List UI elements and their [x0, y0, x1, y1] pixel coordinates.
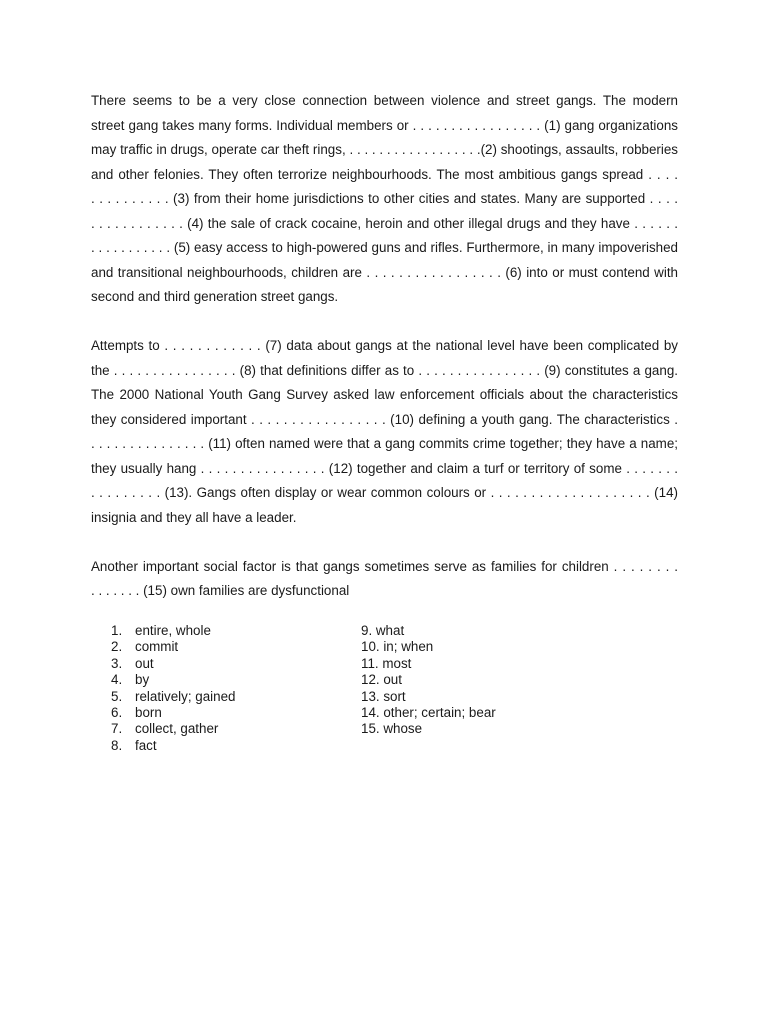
list-item: 9. what: [361, 623, 405, 638]
list-item: [111, 738, 236, 754]
list-item-text: fact: [135, 737, 157, 753]
list-item-text: relatively; gained: [135, 688, 236, 704]
list-item-text: born: [135, 705, 162, 721]
answer-column-left: [111, 623, 236, 754]
answer-column-right: [361, 623, 496, 738]
text-line: second and third generation street gangs.: [91, 289, 339, 304]
list-item-text: commit: [135, 639, 179, 655]
list-item: [111, 639, 236, 655]
list-item: [111, 689, 236, 705]
list-item-number: 1.: [111, 623, 123, 638]
text-line: they usually hang . . . . . . . . . . . . . . . . (12) together and claim a turf or territory of some . . . . . . .: [91, 460, 678, 476]
text-line: . . . . . . . . . . . (5) easy access to high-powered guns and rifles. Furthermore, in many impoverished: [91, 240, 678, 255]
list-item: 11. most: [361, 655, 412, 671]
paragraph-3: [91, 555, 678, 604]
paragraph-2: [91, 334, 678, 530]
list-item: [111, 721, 236, 737]
text-line: and other felonies. They often terrorize neighbourhoods. The most ambitious gangs spread . . . .: [91, 166, 678, 182]
list-item: [111, 623, 236, 639]
text-line: . . . . . . . . . (13). Gangs often display or wear common colours or . . . . . . . . . . . . . . . . . . . . (14): [91, 485, 678, 500]
text-line: Attempts to . . . . . . . . . . . . (7) data about gangs at the national level have been complicated by: [91, 338, 678, 353]
list-item-number: 3.: [111, 655, 123, 671]
text-line: . . . . . . . . . . . . (4) the sale of crack cocaine, heroin and other illegal drugs and they have . . . . . .: [91, 215, 678, 231]
list-item-text: collect, gather: [135, 721, 219, 737]
text-line: they considered important . . . . . . . . . . . . . . . . . (10) defining a youth gang. The characteristics .: [91, 411, 678, 427]
list-item: 12. out: [361, 672, 402, 688]
text-line: . . . . . . . . . . . . . . . (11) often named were that a gang commits crime together; they have a name;: [91, 436, 678, 451]
text-line: . . . . . . . . . . (3) from their home jurisdictions to other cities and states. Many are supported . . . .: [91, 191, 678, 206]
text-line: the . . . . . . . . . . . . . . . . (8) that definitions differ as to . . . . . . . . . . . . . . . . (9) constitutes a gang.: [91, 362, 678, 378]
list-item-text: out: [135, 655, 154, 671]
text-line: There seems to be a very close connection between violence and street gangs. The modern: [91, 93, 678, 108]
list-item-number: 7.: [111, 721, 123, 737]
list-item-number: 4.: [111, 672, 123, 688]
document-body: [91, 89, 678, 604]
list-item: 13. sort: [361, 688, 406, 704]
list-item-text: by: [135, 672, 150, 688]
text-line: The 2000 National Youth Gang Survey asked law enforcement officials about the characteristics: [91, 387, 678, 402]
text-line: may traffic in drugs, operate car theft rings, . . . . . . . . . . . . . . . . . .(2) shootings, assaults, robberies: [91, 142, 678, 157]
list-item: 15. whose: [361, 721, 423, 737]
paragraph-1: [91, 89, 678, 310]
list-item: [111, 656, 236, 672]
text-line: and transitional neighbourhoods, children are . . . . . . . . . . . . . . . . . (6) into or must contend with: [91, 264, 678, 280]
text-line: Another important social factor is that gangs sometimes serve as families for children . . . . . . . .: [91, 558, 678, 574]
text-line: . . . . . . . (15) own families are dysfunctional: [91, 583, 350, 598]
list-item-text: entire, whole: [135, 623, 211, 638]
list-item-number: 8.: [111, 737, 123, 753]
list-item: [111, 705, 236, 721]
text-line: insignia and they all have a leader.: [91, 509, 297, 525]
list-item: [111, 672, 236, 688]
list-item-number: 5.: [111, 688, 123, 704]
text-line: street gang takes many forms. Individual members or . . . . . . . . . . . . . . . . . (1) gang organizations: [91, 117, 678, 133]
list-item: 14. other; certain; bear: [361, 705, 496, 721]
list-item-number: 6.: [111, 705, 123, 721]
list-item-number: 2.: [111, 639, 123, 655]
list-item: 10. in; when: [361, 639, 434, 655]
